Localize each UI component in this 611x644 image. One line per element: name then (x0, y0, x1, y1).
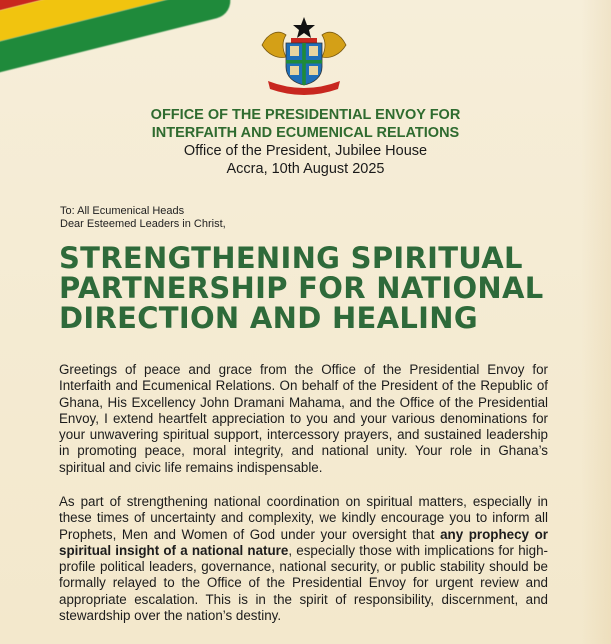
addressee-to: To: All Ecumenical Heads (60, 205, 185, 217)
body-paragraph-2 (59, 494, 548, 624)
office-address (0, 142, 611, 178)
addressee-block (60, 205, 226, 231)
body-paragraph-2-rest: , especially those with implications for high-profile political leaders, governance, national security, or public stability should be formally relayed to the Office of the Presidential Envoy for urgent review and appropriate escalation. This is in the spirit of responsibility, discernment, and stewardship over the nation’s destiny. (59, 542, 548, 624)
body-paragraph-1: Greetings of peace and grace from the Office of the Presidential Envoy for Interfaith and Ecumenical Relations. On behalf of the President of the Republic of Ghana, His Excellency John Dramani Mahama, and the Office of the Presidential Envoy, I extend heartfelt appreciation to you and your various denominations for your unwavering spiritual support, intercessory prayers, and sustained leadership in promoting peace, moral integrity, and national unity. Your role in Ghana’s spiritual and civic life remains indispensable. (59, 362, 548, 475)
ghana-coat-of-arms-icon (258, 15, 350, 95)
office-name-line1: OFFICE OF THE PRESIDENTIAL ENVOY FOR (150, 107, 461, 123)
salutation: Dear Esteemed Leaders in Christ, (60, 218, 226, 230)
title-line3: DIRECTION AND HEALING (59, 301, 478, 335)
page-edge-shadow (581, 0, 611, 644)
body-paragraph-2-emphasis: any prophecy or spiritual insight of a national nature (59, 526, 548, 558)
letter-title (59, 243, 579, 333)
office-name-line2: INTERFAITH AND ECUMENICAL RELATIONS (151, 125, 460, 141)
title-line1: STRENGTHENING SPIRITUAL (59, 241, 523, 275)
title-line2: PARTNERSHIP FOR NATIONAL (59, 271, 544, 305)
body-paragraph-2-intro: As part of strengthening national coordination on spiritual matters, especially in these times of uncertainty and complexity, we kindly encourage you to inform all Prophets, Men and Women of God under your oversight that (59, 494, 548, 542)
office-address-line1: Office of the President, Jubilee House (183, 143, 428, 159)
ghana-flag-ribbon (0, 0, 210, 96)
office-name (0, 106, 611, 142)
letter-date: Accra, 10th August 2025 (226, 161, 385, 177)
